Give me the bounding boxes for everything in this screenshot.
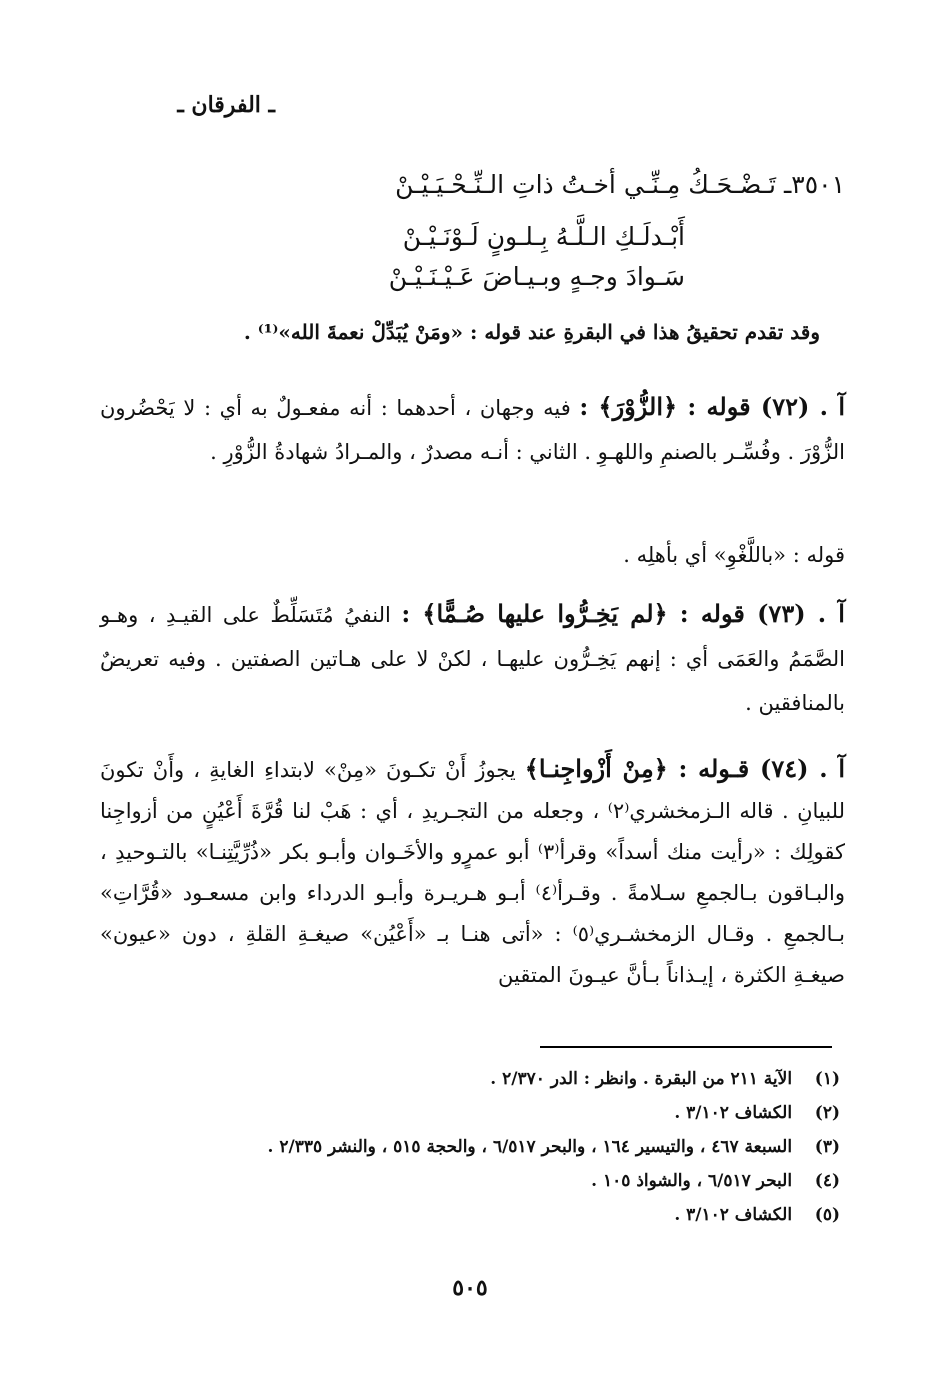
footnote-item bbox=[140, 1096, 840, 1130]
footnote-mark: (٥) bbox=[814, 1205, 840, 1225]
section-73 bbox=[100, 592, 845, 725]
section-text: يجوزُ أَنْ تكـونَ «مِنْ» لابتداءِ الغايةِ ، وأَنْ تكونَ للبيانِ . قاله الـزمخشري⁽٢⁾ ، وجعله من التجـريدِ ، أي : هَبْ لنا قُرَّةَ أَعْيُنٍ من أزواجِنا كقولِك : «رأيت منك أسداً» وقرأ⁽٣⁾ أبو عمرٍو والأخَـوان وأبـو بكر «ذُرِّيَّتِنـا» بالتـوحيدِ ، والبـاقون بـالجمعِ سـلامةً . وقـرأ⁽٤⁾ أبـو هـريـرة وأبـو الدرداء وابن مسعـود «قُرَّاتِ» بـالجمعِ . وقـال الزمخشـري⁽٥⁾ : «أتى هنـا بـ «أَعْيُن» صيغـةِ القلةِ ، دون «عيون» صيغـةِ الكثرة ، إيـذاناً بـأنَّ عيـونَ المتقين bbox=[100, 758, 845, 987]
poem-verse-2: أَبْـدلَـكِ الـلَّـهُ بِـلـونٍ لَـوْنَـيْـنْ bbox=[402, 222, 685, 251]
footnote-text: الآية ٢١١ من البقرة . وانظر : الدر ٢/٣٧٠ . bbox=[490, 1069, 793, 1089]
footnote-mark: (٢) bbox=[814, 1103, 840, 1123]
footnote-mark: (٤) bbox=[814, 1171, 840, 1191]
section-text: النفيُ مُتَسَلِّطٌ على القيـدِ ، وهـو الصَّمَمُ والعَمَى أي : إنهم يَخِـرُّون عليهـا ، لكنْ لا على هـاتين الصفتين . وفيه تعريضٌ بالمنافقين . bbox=[100, 603, 845, 715]
footnote-text: الكشاف ٣/١٠٢ . bbox=[674, 1103, 793, 1123]
section-74 bbox=[100, 748, 845, 996]
footnote-divider bbox=[540, 1046, 832, 1048]
footnote-mark: (٣) bbox=[814, 1137, 840, 1157]
poem-reference: وقد تقدم تحقيقُ هذا في البقرةِ عند قوله : «ومَنْ يُبَدِّلْ نعمةَ الله»⁽¹⁾ . bbox=[243, 320, 820, 344]
page-number: ٥٠٥ bbox=[452, 1275, 488, 1301]
section-text: قوله : «باللَّغْوِ» أي بأهلِه . bbox=[623, 543, 845, 567]
footnote-mark: (١) bbox=[814, 1069, 840, 1089]
footnote-item bbox=[140, 1164, 840, 1198]
section-heading: آ . (٧٤) قـوله : ﴿مِنْ أَزْواجِنـا﴾ bbox=[524, 754, 845, 783]
footnote-item bbox=[140, 1062, 840, 1096]
footnote-text: السبعة ٤٦٧ ، والتيسير ١٦٤ ، والبحر ٦/٥١٧ ، والحجة ٥١٥ ، والنشر ٢/٣٣٥ . bbox=[267, 1137, 793, 1157]
footnote-text: البحر ٦/٥١٧ ، والشواذ ١٠٥ . bbox=[591, 1171, 793, 1191]
footnotes bbox=[140, 1062, 840, 1232]
section-72 bbox=[100, 385, 845, 474]
running-header: ـ الفرقان ـ bbox=[177, 92, 275, 118]
section-heading: آ . (٧٣) قوله : ﴿لم يَخِـرُّوا عليها صُـمًّا﴾ : bbox=[401, 599, 845, 628]
section-heading: آ . (٧٢) قوله : ﴿الزُّوْرَ﴾ : bbox=[579, 392, 845, 421]
poem-verse-3: سَـوادَ وجـهٍ وبـيـاضَ عَـيْـنَـيْـنْ bbox=[388, 262, 685, 291]
section-text: فيه وجهان ، أحدهما : أنه مفعـولٌ به أي : لا يَحْضُرون الزُّوْرَ . وفُسِّـر بالصنمِ واللهـوِ . الثاني : أنـه مصدرٌ ، والمـرادُ شهادةُ الزُّوْرِ . bbox=[100, 396, 845, 464]
section-72-note bbox=[100, 533, 845, 577]
footnote-item bbox=[140, 1198, 840, 1232]
poem-verse-1: ٣٥٠١ـ تَـضْـحَـكُ مِـنِّـي أخـتُ ذاتِ الـنِّـحْـيَـيْـنْ bbox=[395, 170, 845, 199]
footnote-item bbox=[140, 1130, 840, 1164]
footnote-text: الكشاف ٣/١٠٢ . bbox=[674, 1205, 793, 1225]
